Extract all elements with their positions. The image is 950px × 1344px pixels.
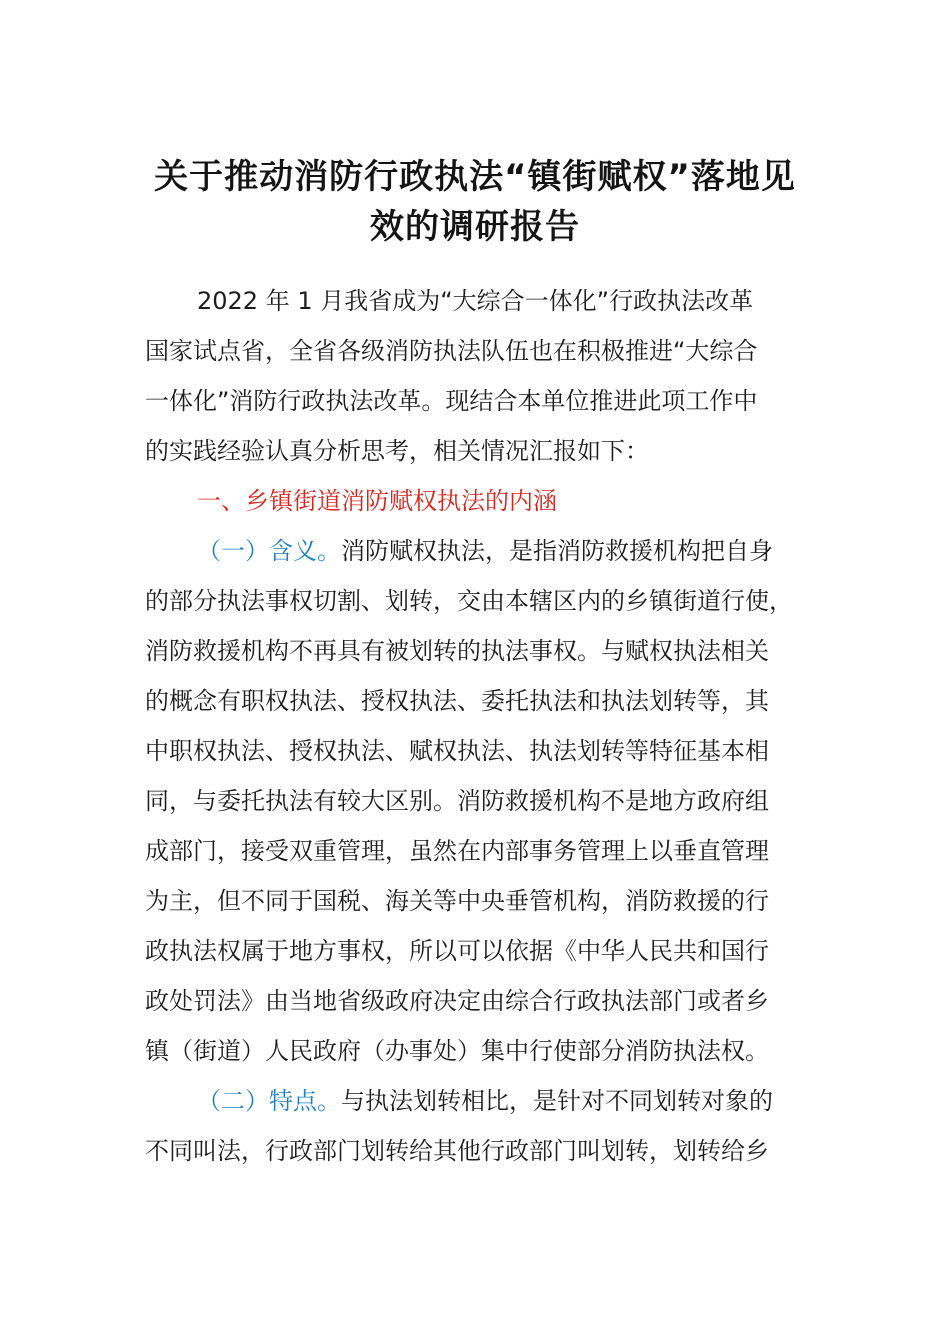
sub2-first-line [145, 1076, 805, 1126]
title-line-2: 效的调研报告 [370, 207, 580, 247]
sub2-label: （二）特点。 [197, 1087, 341, 1115]
sub1-line-2: 消防救援机构不再具有被划转的执法事权。与赋权执法相关 [145, 637, 769, 665]
section-heading-1: 一、乡镇街道消防赋权执法的内涵 [197, 487, 557, 515]
sub1-line-9: 政处罚法》由当地省级政府决定由综合行政执法部门或者乡 [145, 987, 769, 1015]
intro-line-4: 的实践经验认真分析思考，相关情况汇报如下： [145, 437, 649, 465]
document-title [140, 152, 810, 252]
intro-line-2: 国家试点省，全省各级消防执法队伍也在积极推进“大综合 [145, 337, 758, 365]
intro-line-3: 一体化”消防行政执法改革。现结合本单位推进此项工作中 [145, 387, 758, 415]
sub2-line-1: 不同叫法，行政部门划转给其他行政部门叫划转，划转给乡 [145, 1137, 769, 1165]
sub1-line-5: 同，与委托执法有较大区别。消防救援机构不是地方政府组 [145, 787, 769, 815]
sub1-line-3: 的概念有职权执法、授权执法、委托执法和执法划转等，其 [145, 687, 769, 715]
sub1-line-4: 中职权执法、授权执法、赋权执法、执法划转等特征基本相 [145, 737, 769, 765]
sub1-line-8: 政执法权属于地方事权，所以可以依据《中华人民共和国行 [145, 937, 769, 965]
sub1-label: （一）含义。 [197, 537, 341, 565]
intro-line-1: 2022 年 1 月我省成为“大综合一体化”行政执法改革 [197, 287, 754, 315]
sub1-first-text: 消防赋权执法，是指消防救援机构把自身 [341, 537, 773, 565]
sub1-line-10: 镇（街道）人民政府（办事处）集中行使部分消防执法权。 [145, 1037, 769, 1065]
sub1-first-line [145, 526, 805, 576]
sub1-line-7: 为主，但不同于国税、海关等中央垂管机构，消防救援的行 [145, 887, 769, 915]
sub1-line-6: 成部门，接受双重管理，虽然在内部事务管理上以垂直管理 [145, 837, 769, 865]
sub2-first-text: 与执法划转相比，是针对不同划转对象的 [341, 1087, 773, 1115]
sub1-line-1: 的部分执法事权切割、划转，交由本辖区内的乡镇街道行使， [145, 587, 793, 615]
document-body [145, 276, 805, 1176]
title-line-1: 关于推动消防行政执法“镇街赋权”落地见 [154, 157, 796, 197]
